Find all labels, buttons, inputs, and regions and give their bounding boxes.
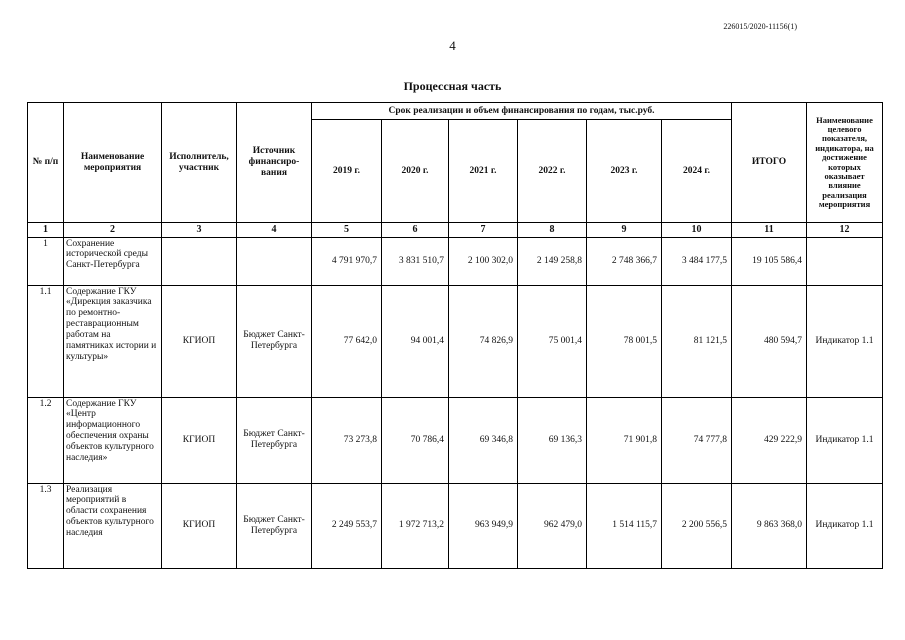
row-value-2021: 74 826,9	[449, 285, 518, 397]
row-value-2023: 71 901,8	[587, 397, 662, 483]
row-indicator: Индикатор 1.1	[807, 285, 883, 397]
col-number: 2	[64, 223, 162, 238]
row-value-2021: 963 949,9	[449, 483, 518, 568]
row-source: Бюджет Санкт-Петербурга	[237, 397, 312, 483]
row-value-2024: 74 777,8	[662, 397, 732, 483]
row-num: 1.2	[28, 397, 64, 483]
header-year-2019: 2019 г.	[312, 120, 382, 223]
row-source	[237, 237, 312, 285]
row-value-2019: 4 791 970,7	[312, 237, 382, 285]
row-value-2022: 75 001,4	[518, 285, 587, 397]
row-source: Бюджет Санкт-Петербурга	[237, 285, 312, 397]
row-value-2019: 77 642,0	[312, 285, 382, 397]
header-source: Источник финансиро-вания	[237, 103, 312, 223]
col-number: 12	[807, 223, 883, 238]
document-number: 226015/2020-11156(1)	[723, 22, 797, 31]
row-value-2020: 94 001,4	[382, 285, 449, 397]
row-total: 9 863 368,0	[732, 483, 807, 568]
table-row	[28, 237, 883, 285]
row-indicator	[807, 237, 883, 285]
table-row	[28, 397, 883, 483]
header-year-2023: 2023 г.	[587, 120, 662, 223]
col-number: 1	[28, 223, 64, 238]
header-executor: Исполнитель, участник	[162, 103, 237, 223]
header-name: Наименование мероприятия	[64, 103, 162, 223]
row-name: Реализация мероприятий в области сохранения объектов культурного наследия	[64, 483, 162, 568]
row-value-2023: 78 001,5	[587, 285, 662, 397]
row-value-2019: 2 249 553,7	[312, 483, 382, 568]
col-number: 10	[662, 223, 732, 238]
row-executor: КГИОП	[162, 483, 237, 568]
col-number: 6	[382, 223, 449, 238]
row-num: 1.3	[28, 483, 64, 568]
row-total: 19 105 586,4	[732, 237, 807, 285]
row-value-2022: 2 149 258,8	[518, 237, 587, 285]
row-value-2024: 81 121,5	[662, 285, 732, 397]
row-value-2022: 69 136,3	[518, 397, 587, 483]
col-number: 9	[587, 223, 662, 238]
col-number: 7	[449, 223, 518, 238]
row-value-2020: 1 972 713,2	[382, 483, 449, 568]
table-row	[28, 483, 883, 568]
process-table	[27, 102, 883, 569]
row-value-2024: 2 200 556,5	[662, 483, 732, 568]
row-num: 1	[28, 237, 64, 285]
header-row	[28, 103, 883, 120]
row-value-2024: 3 484 177,5	[662, 237, 732, 285]
header-period-group: Срок реализации и объем финансирования по годам, тыс.руб.	[312, 103, 732, 120]
row-value-2019: 73 273,8	[312, 397, 382, 483]
section-title: Процессная часть	[403, 79, 502, 93]
row-total: 429 222,9	[732, 397, 807, 483]
row-executor: КГИОП	[162, 397, 237, 483]
col-number: 5	[312, 223, 382, 238]
row-value-2023: 2 748 366,7	[587, 237, 662, 285]
row-value-2021: 69 346,8	[449, 397, 518, 483]
col-number: 4	[237, 223, 312, 238]
row-total: 480 594,7	[732, 285, 807, 397]
header-num: № п/п	[28, 103, 64, 223]
row-source: Бюджет Санкт-Петербурга	[237, 483, 312, 568]
row-indicator: Индикатор 1.1	[807, 397, 883, 483]
header-year-2020: 2020 г.	[382, 120, 449, 223]
row-indicator: Индикатор 1.1	[807, 483, 883, 568]
row-value-2023: 1 514 115,7	[587, 483, 662, 568]
header-year-2024: 2024 г.	[662, 120, 732, 223]
col-number: 8	[518, 223, 587, 238]
row-name: Содержание ГКУ «Центр информационного обеспечения охраны объектов культурного наследия»	[64, 397, 162, 483]
row-executor: КГИОП	[162, 285, 237, 397]
row-value-2020: 3 831 510,7	[382, 237, 449, 285]
header-total: ИТОГО	[732, 103, 807, 223]
col-number: 3	[162, 223, 237, 238]
header-year-2021: 2021 г.	[449, 120, 518, 223]
column-numbers-row	[28, 223, 883, 238]
row-num: 1.1	[28, 285, 64, 397]
row-name: Содержание ГКУ «Дирекция заказчика по ремонтно-реставрационным работам на памятниках истории и культуры»	[64, 285, 162, 397]
header-indicator: Наименование целевого показателя, индикатора, на достижение которых оказывает влияние реализация мероприятия	[807, 103, 883, 223]
row-name: Сохранение исторической среды Санкт-Петербурга	[64, 237, 162, 285]
row-value-2021: 2 100 302,0	[449, 237, 518, 285]
table-row	[28, 285, 883, 397]
page-number: 4	[449, 38, 456, 53]
row-value-2022: 962 479,0	[518, 483, 587, 568]
row-executor	[162, 237, 237, 285]
col-number: 11	[732, 223, 807, 238]
header-year-2022: 2022 г.	[518, 120, 587, 223]
row-value-2020: 70 786,4	[382, 397, 449, 483]
